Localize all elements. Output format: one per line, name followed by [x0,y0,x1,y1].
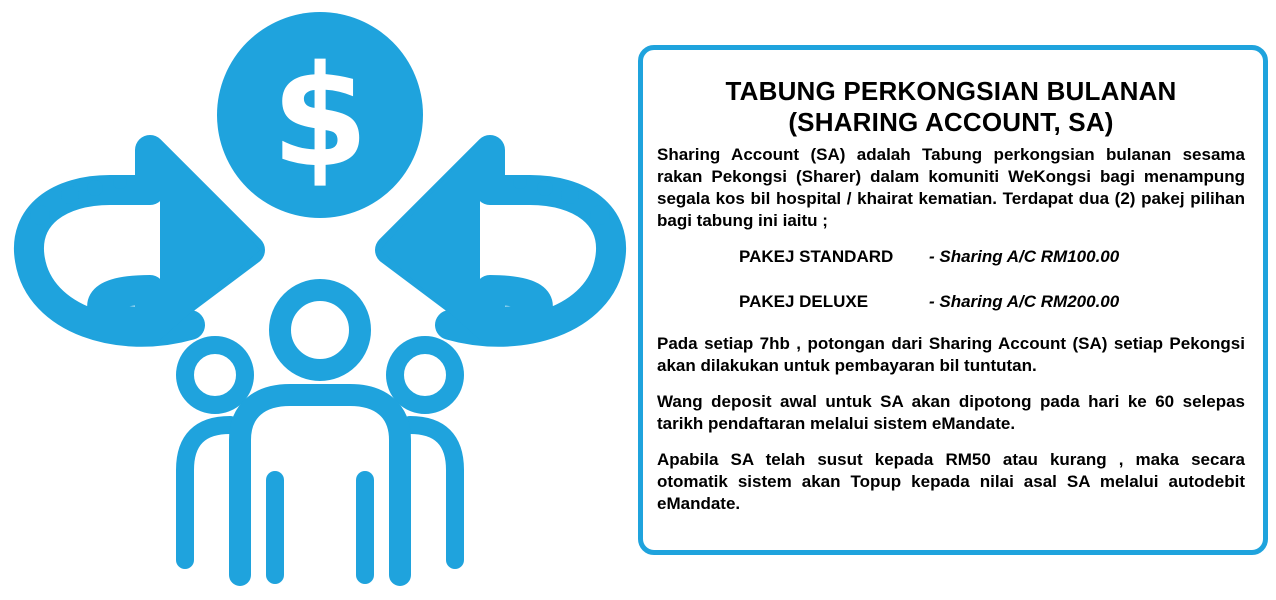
left-arrow-icon [29,140,260,340]
dollar-symbol: $ [271,36,369,199]
deduction-paragraph: Pada setiap 7hb , potongan dari Sharing Account (SA) setiap Pekongsi akan dilakukan untuk pembayaran bil tuntutan. [657,334,1245,375]
sharing-account-info-card [638,45,1268,555]
card-title-line-1: TABUNG PERKONGSIAN BULANAN [725,76,1177,106]
package-name: PAKEJ STANDARD [739,247,894,266]
topup-paragraph: Apabila SA telah susut kepada RM50 atau kurang , maka secara otomatik sistem akan Topup kepada nilai asal SA melalui autodebit eMandate. [657,450,1245,513]
money-sharing-group-icon [0,0,640,595]
package-deluxe-row [739,291,1245,313]
dollar-coin-icon [217,12,423,218]
illustration [0,0,640,595]
right-arrow-icon [380,140,611,340]
deposit-paragraph: Wang deposit awal untuk SA akan dipotong pada hari ke 60 selepas tarikh pendaftaran melalui sistem eMandate. [657,392,1245,433]
card-title [657,76,1245,138]
package-name: PAKEJ DELUXE [739,292,869,311]
package-standard-row [739,246,1245,268]
package-value: - Sharing A/C RM100.00 [929,247,1120,266]
intro-paragraph: Sharing Account (SA) adalah Tabung perkongsian bulanan sesama rakan Pekongsi (Sharer) dalam komuniti WeKongsi bagi menampung segala kos bil hospital / khairat kematian. Terdapat dua (2) pakej pilihan bagi tabung ini iaitu ; [657,145,1245,230]
people-group-icon [185,290,455,575]
package-value: - Sharing A/C RM200.00 [929,292,1120,311]
card-title-line-2: (SHARING ACCOUNT, SA) [788,107,1114,137]
